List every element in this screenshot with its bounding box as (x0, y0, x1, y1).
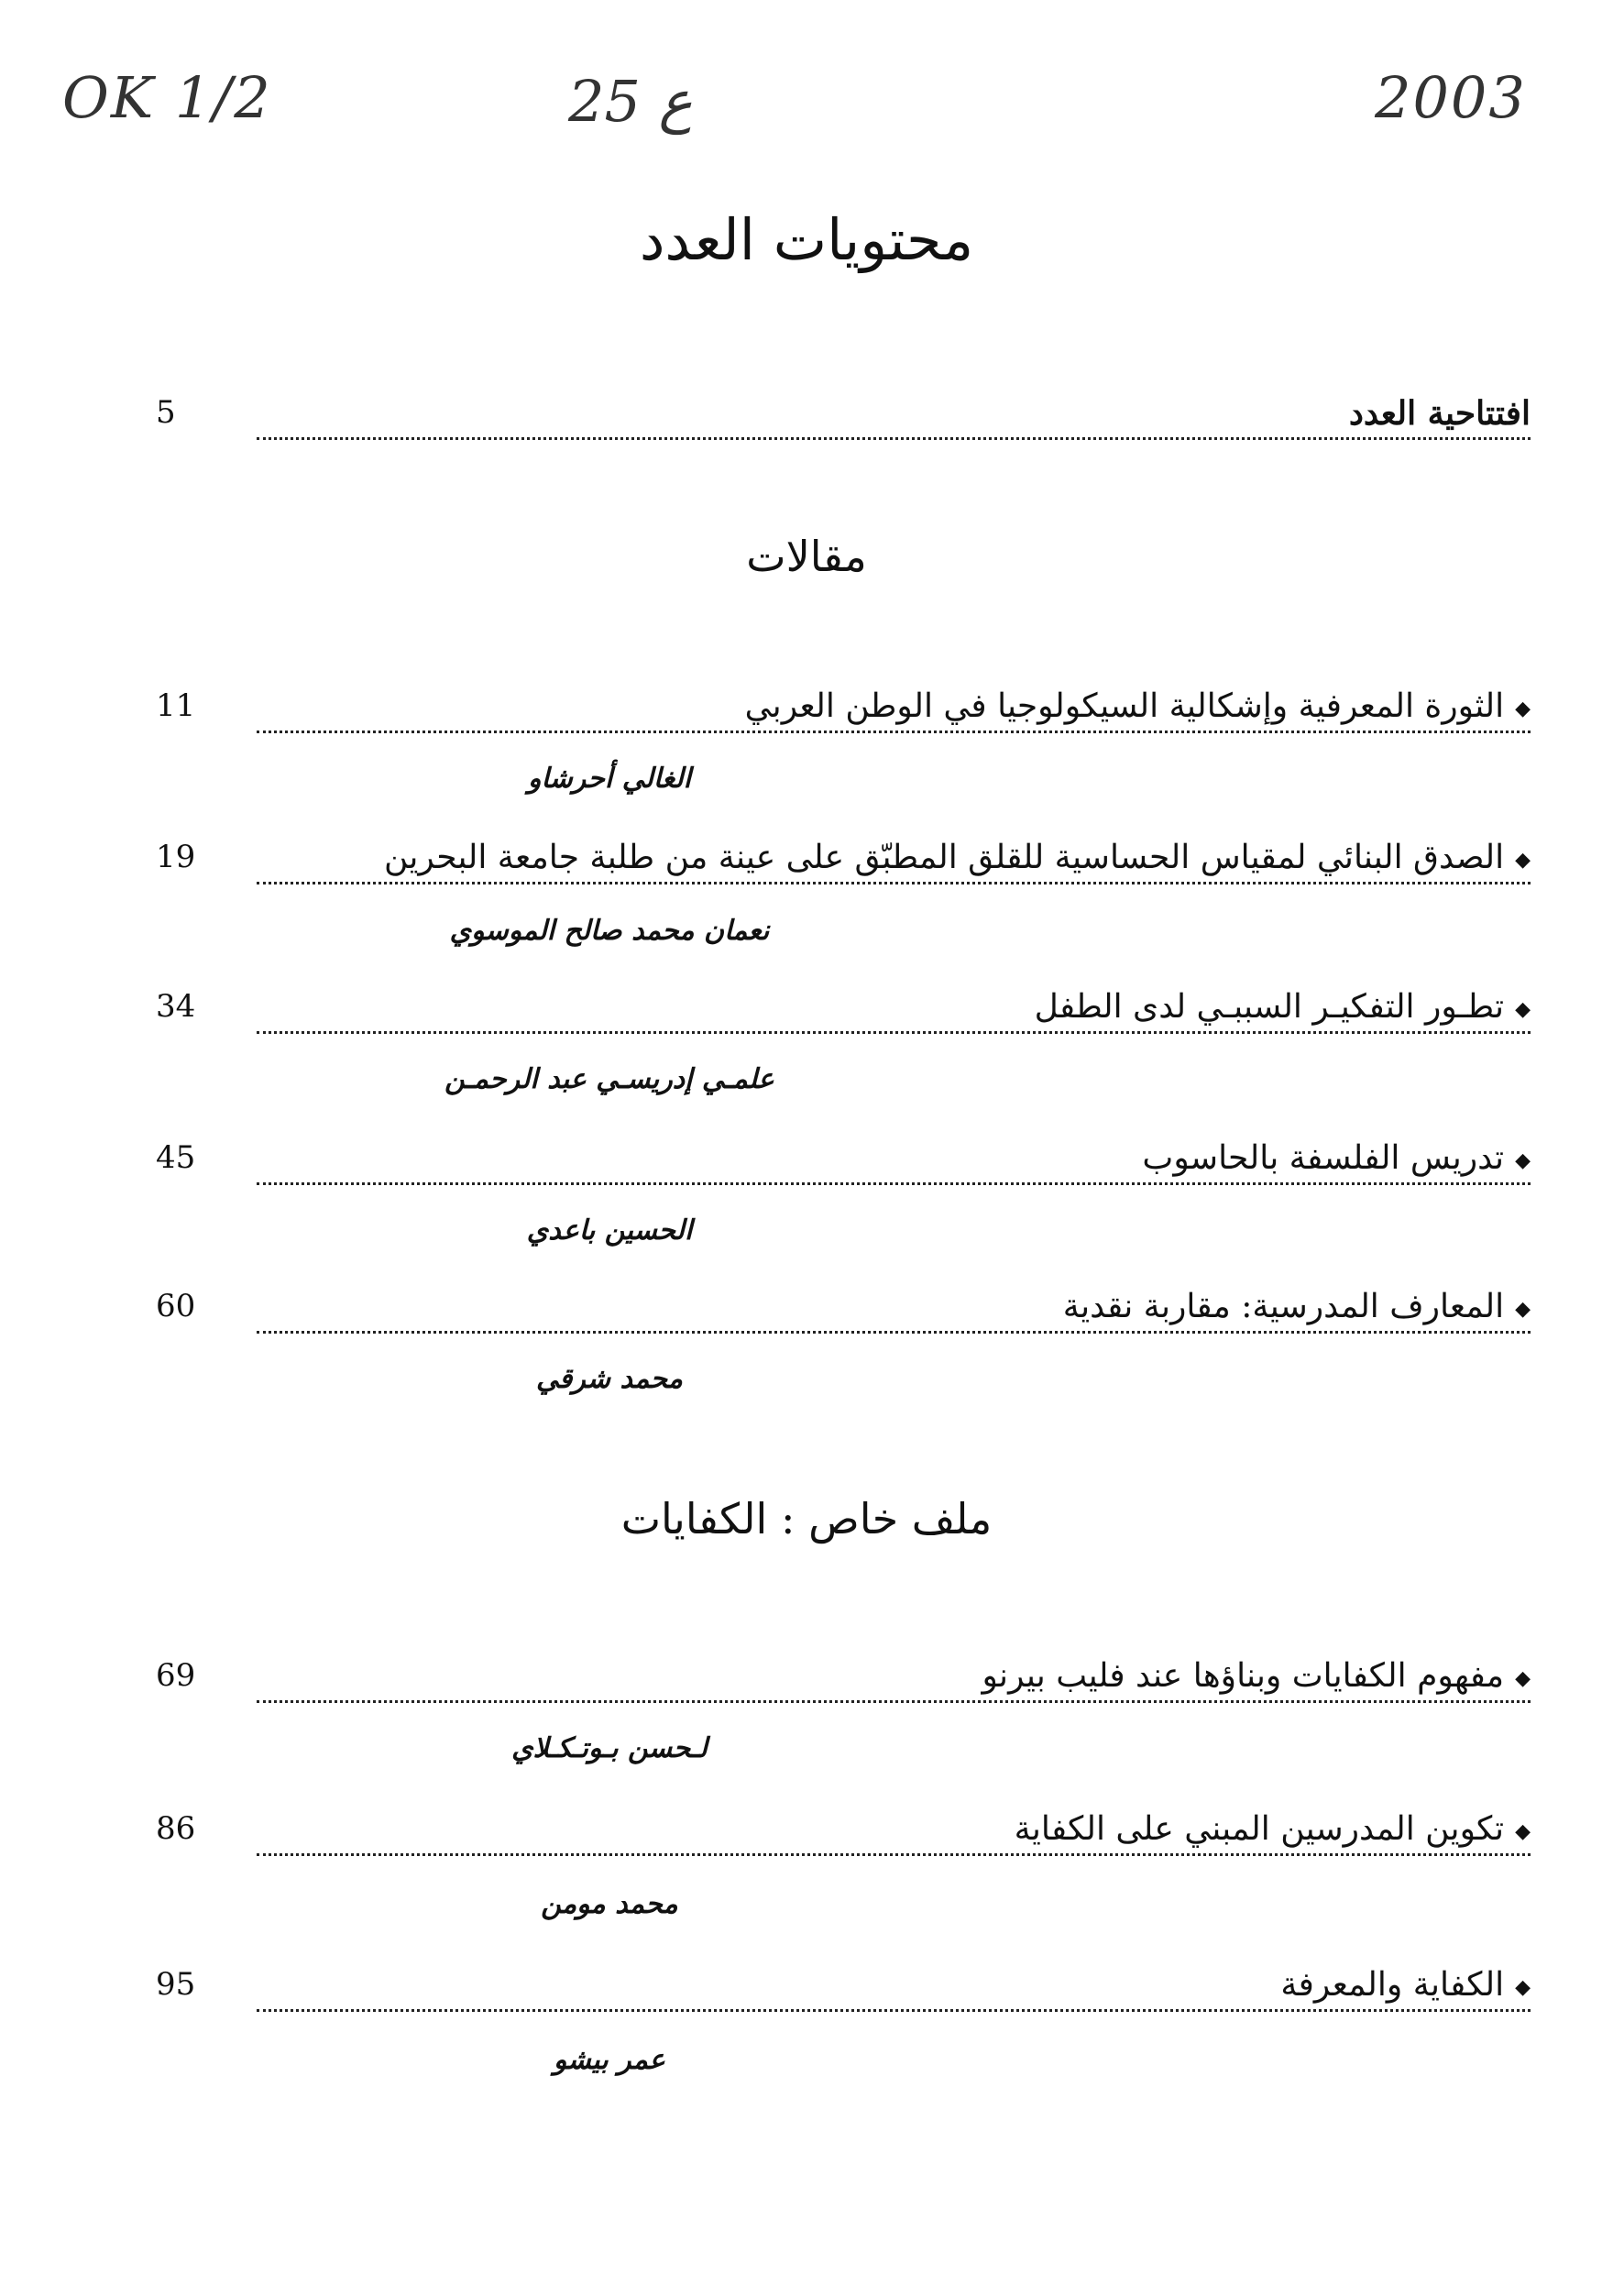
handwritten-note-left: OK 1/2 (62, 64, 272, 131)
diamond-bullet-icon: ◆ (1515, 1819, 1531, 1843)
entry-title (1131, 1139, 1531, 1177)
entry-title-text: المعارف المدرسية: مقاربة نقدية (1062, 1288, 1505, 1325)
entry-author: علمـي إدريسـي عبد الرحمـن (444, 1063, 774, 1095)
page-number: 45 (156, 1139, 196, 1176)
handwritten-year: 2003 (1375, 64, 1527, 131)
diamond-bullet-icon: ◆ (1515, 1148, 1531, 1172)
page-title: محتويات العدد (639, 206, 974, 273)
entry-title (1269, 1966, 1531, 2004)
section-heading-special: ملف خاص : الكفايات (620, 1494, 993, 1543)
toc-row-special (156, 1810, 1531, 1865)
entry-title (1052, 1288, 1531, 1325)
page-number: 69 (156, 1657, 196, 1694)
toc-row-article (156, 839, 1531, 894)
toc-row-article (156, 1288, 1531, 1343)
entry-title-text: تطـور التفكيـر السببـي لدى الطفل (1034, 988, 1505, 1026)
entry-title (1024, 988, 1531, 1026)
leader-dots (257, 1031, 1531, 1034)
entry-author: نعمان محمد صالح الموسوي (449, 915, 770, 947)
page-number: 5 (156, 394, 176, 431)
entry-title-text: الكفاية والمعرفة (1280, 1966, 1505, 2004)
leader-dots (257, 1853, 1531, 1856)
entry-author: عمر بيشو (554, 2044, 665, 2076)
entry-title: افتتاحية العدد (1338, 394, 1531, 433)
toc-row-editorial (156, 394, 1531, 449)
entry-author: محمد شرقي (535, 1363, 683, 1395)
diamond-bullet-icon: ◆ (1515, 848, 1531, 872)
leader-dots (257, 882, 1531, 884)
section-heading-articles: مقالات (746, 532, 867, 581)
leader-dots (257, 1700, 1531, 1703)
entry-title (1004, 1810, 1531, 1848)
toc-row-article (156, 687, 1531, 742)
entry-title-text: الصدق البنائي لمقياس الحساسية للقلق المطبّق على عينة من طلبة جامعة البحرين (383, 839, 1505, 876)
entry-author: الغالي أحرشاو (528, 763, 691, 795)
toc-row-article (156, 1139, 1531, 1194)
leader-dots (257, 731, 1531, 733)
leader-dots (257, 2009, 1531, 2012)
entry-title (734, 687, 1531, 725)
entry-author: الحسين باعدي (526, 1214, 693, 1247)
page-number: 19 (156, 839, 196, 875)
diamond-bullet-icon: ◆ (1515, 997, 1531, 1021)
toc-row-special (156, 1966, 1531, 2021)
leader-dots (257, 437, 1531, 440)
leader-dots (257, 1182, 1531, 1185)
toc-row-special (156, 1657, 1531, 1712)
page-number: 11 (156, 687, 196, 724)
entry-title-text: الثورة المعرفية وإشكالية السيكولوجيا في الوطن العربي (744, 687, 1505, 725)
entry-title (971, 1657, 1531, 1695)
page-number: 60 (156, 1288, 196, 1324)
diamond-bullet-icon: ◆ (1515, 1975, 1531, 1999)
page-number: 95 (156, 1966, 196, 2003)
entry-title (373, 839, 1531, 876)
page-number: 34 (156, 988, 196, 1025)
leader-dots (257, 1331, 1531, 1334)
entry-author: محمد مومن (541, 1888, 678, 1920)
entry-title-text: مفهوم الكفايات وبناؤها عند فليب بيرنو (982, 1657, 1505, 1695)
handwritten-note-middle: 25 ع (568, 68, 693, 135)
diamond-bullet-icon: ◆ (1515, 1297, 1531, 1321)
toc-row-article (156, 988, 1531, 1043)
entry-author: لـحسن بـوتـكـلاي (511, 1732, 708, 1764)
entry-title-text: تدريس الفلسفة بالحاسوب (1142, 1139, 1505, 1177)
page-number: 86 (156, 1810, 196, 1847)
diamond-bullet-icon: ◆ (1515, 697, 1531, 720)
diamond-bullet-icon: ◆ (1515, 1666, 1531, 1690)
entry-title-text: تكوين المدرسين المبني على الكفاية (1014, 1810, 1505, 1848)
